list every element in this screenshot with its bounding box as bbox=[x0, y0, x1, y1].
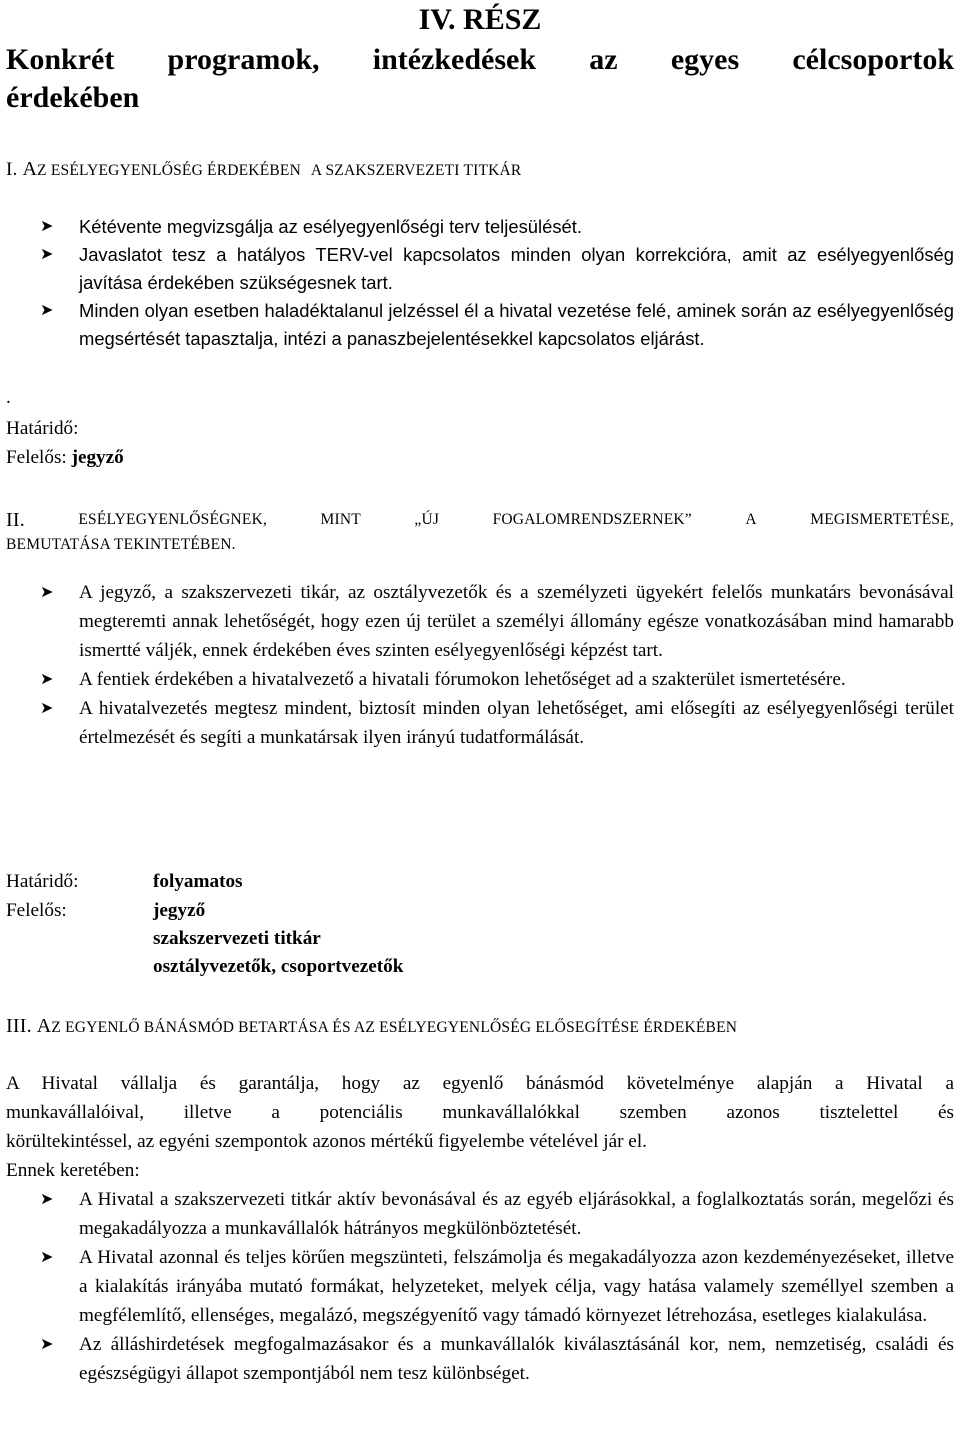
section-1-bullet-list bbox=[6, 213, 954, 353]
responsible-person: osztályvezetők, csoportvezetők bbox=[153, 956, 404, 977]
page-title-continued: érdekében bbox=[6, 81, 140, 114]
section-1-responsible bbox=[6, 444, 124, 472]
section-3-intro: Ennek keretében: bbox=[6, 1160, 140, 1181]
section-2-number: II. bbox=[6, 509, 25, 531]
arrow-bullet-icon: ➤ bbox=[40, 1336, 54, 1353]
arrow-bullet-icon: ➤ bbox=[40, 671, 54, 688]
section-2-responsible-label: Felelős: bbox=[6, 900, 67, 921]
section-2-deadline-value: folyamatos bbox=[153, 871, 243, 892]
section-2-heading-continued: BEMUTATÁSA TEKINTETÉBEN. bbox=[6, 536, 236, 553]
list-item: ➤ Minden olyan esetben haladéktalanul jelzéssel él a hivatal vezetése felé, aminek során az esélyegyenlőség megsértését tapasztalja, intézi a panaszbejelentésekkel kapcsolatos eljárást. bbox=[6, 297, 954, 353]
section-3-number: III. bbox=[6, 1015, 32, 1037]
list-item: ➤ A Hivatal azonnal és teljes körűen megszünteti, felszámolja és megakadályozza azon kezdeményezéseket, illetve a kialakítás irányába mutató formákat, helyzeteket, melyek célja, vagy hatása valamely személlyel szemben a megfélemlítő, ellenséges, megalázó, megszégyenítő vagy támadó környezet létrehozása, esetleges kialakulása. bbox=[6, 1243, 954, 1330]
paragraph-line: munkavállalóival, illetve a potenciális munkavállalókkal szemben azonos tisztelettel és bbox=[6, 1102, 954, 1123]
arrow-bullet-icon: ➤ bbox=[40, 1191, 54, 1208]
section-1-number: I. bbox=[6, 159, 18, 180]
section-3-heading-initial: A bbox=[36, 1015, 52, 1037]
arrow-bullet-icon: ➤ bbox=[40, 302, 54, 319]
arrow-bullet-icon: ➤ bbox=[40, 584, 54, 601]
section-1-deadline-label: Határidő: bbox=[6, 418, 79, 439]
arrow-bullet-icon: ➤ bbox=[40, 246, 54, 263]
list-item: ➤ A jegyző, a szakszervezeti tikár, az osztályvezetők és a személyzeti ügyekért felelős munkatárs bevonásával megteremti annak lehetőségét, hogy ezen új terület a személyi állomány egésze vonatkozásában mind hamarabb ismertté váljék, ennek érdekében éves szinten esélyegyenlőségi képzést tart. bbox=[6, 578, 954, 665]
section-2-responsible-values bbox=[153, 897, 403, 981]
section-3-bullet-list bbox=[6, 1185, 954, 1388]
arrow-bullet-icon: ➤ bbox=[40, 700, 54, 717]
page-title: Konkrét programok, intézkedések az egyes célcsoportok bbox=[6, 43, 954, 76]
list-item: ➤ Az álláshirdetések megfogalmazásakor és a munkavállalók kiválasztásánál kor, nem, nemzetiség, családi és egészségügyi állapot szempontjából nem tesz különbséget. bbox=[6, 1330, 954, 1388]
stray-dot: . bbox=[6, 387, 11, 408]
paragraph-line: A Hivatal vállalja és garantálja, hogy az egyenlő bánásmód követelménye alapján a Hivatal a bbox=[6, 1073, 954, 1094]
list-item: ➤ Kétévente megvizsgálja az esélyegyenlőségi terv teljesülését. bbox=[6, 213, 954, 241]
section-1-responsible-label: Felelős: bbox=[6, 447, 67, 468]
section-2-heading bbox=[6, 508, 954, 532]
section-2-deadline-label: Határidő: bbox=[6, 871, 79, 892]
arrow-bullet-icon: ➤ bbox=[40, 218, 54, 235]
responsible-person: jegyző bbox=[153, 900, 206, 921]
section-2-heading-word: MINT bbox=[320, 511, 361, 528]
section-1-heading bbox=[6, 157, 521, 183]
section-2-heading-word: ESÉLYEGYENLŐSÉGNEK, bbox=[78, 511, 268, 528]
section-3-heading bbox=[6, 1014, 737, 1040]
paragraph-line: körültekintéssel, az egyéni szempontok azonos mértékű figyelembe vételével jár el. bbox=[6, 1131, 647, 1152]
section-2-heading-word: MEGISMERTETÉSE, bbox=[810, 511, 954, 528]
list-item: ➤ A hivatalvezetés megtesz mindent, biztosít minden olyan lehetőséget, ami elősegíti az esélyegyenlőségi terület értelmezését és segíti a munkatársak ilyen irányú tudatformálását. bbox=[6, 694, 954, 752]
section-2-bullet-list bbox=[6, 578, 954, 752]
section-1-heading-text: Z ESÉLYEGYENLŐSÉG ÉRDEKÉBEN bbox=[37, 162, 301, 179]
section-2-heading-word: „ÚJ bbox=[414, 511, 440, 528]
section-1-heading-initial: A bbox=[22, 158, 38, 180]
section-1-responsible-value: jegyző bbox=[71, 447, 124, 468]
list-item: ➤ Javaslatot tesz a hatályos TERV-vel kapcsolatos minden olyan korrekcióra, amit az esélyegyenlőség javítása érdekében szükségesnek tart. bbox=[6, 241, 954, 297]
responsible-person: szakszervezeti titkár bbox=[153, 928, 321, 949]
list-item: ➤ A fentiek érdekében a hivatalvezető a hivatali fórumokon lehetőséget ad a szakterület ismertetésére. bbox=[6, 665, 954, 694]
arrow-bullet-icon: ➤ bbox=[40, 1249, 54, 1266]
section-2-heading-word: A bbox=[745, 511, 757, 528]
section-1-heading-subject: A SZAKSZERVEZETI TITKÁR bbox=[310, 162, 522, 179]
section-2-heading-word: FOGALOMRENDSZERNEK” bbox=[492, 511, 692, 528]
part-heading: IV. RÉSZ bbox=[418, 3, 542, 36]
section-3-paragraph bbox=[6, 1069, 954, 1156]
list-item: ➤ A Hivatal a szakszervezeti titkár aktív bevonásával és az egyéb eljárásokkal, a foglalkoztatás során, megelőzi és megakadályozza a munkavállalók hátrányos megkülönböztetését. bbox=[6, 1185, 954, 1243]
section-3-heading-text: Z EGYENLŐ BÁNÁSMÓD BETARTÁSA ÉS AZ ESÉLYEGYENLŐSÉG ELŐSEGÍTÉSE ÉRDEKÉBEN bbox=[51, 1019, 738, 1036]
